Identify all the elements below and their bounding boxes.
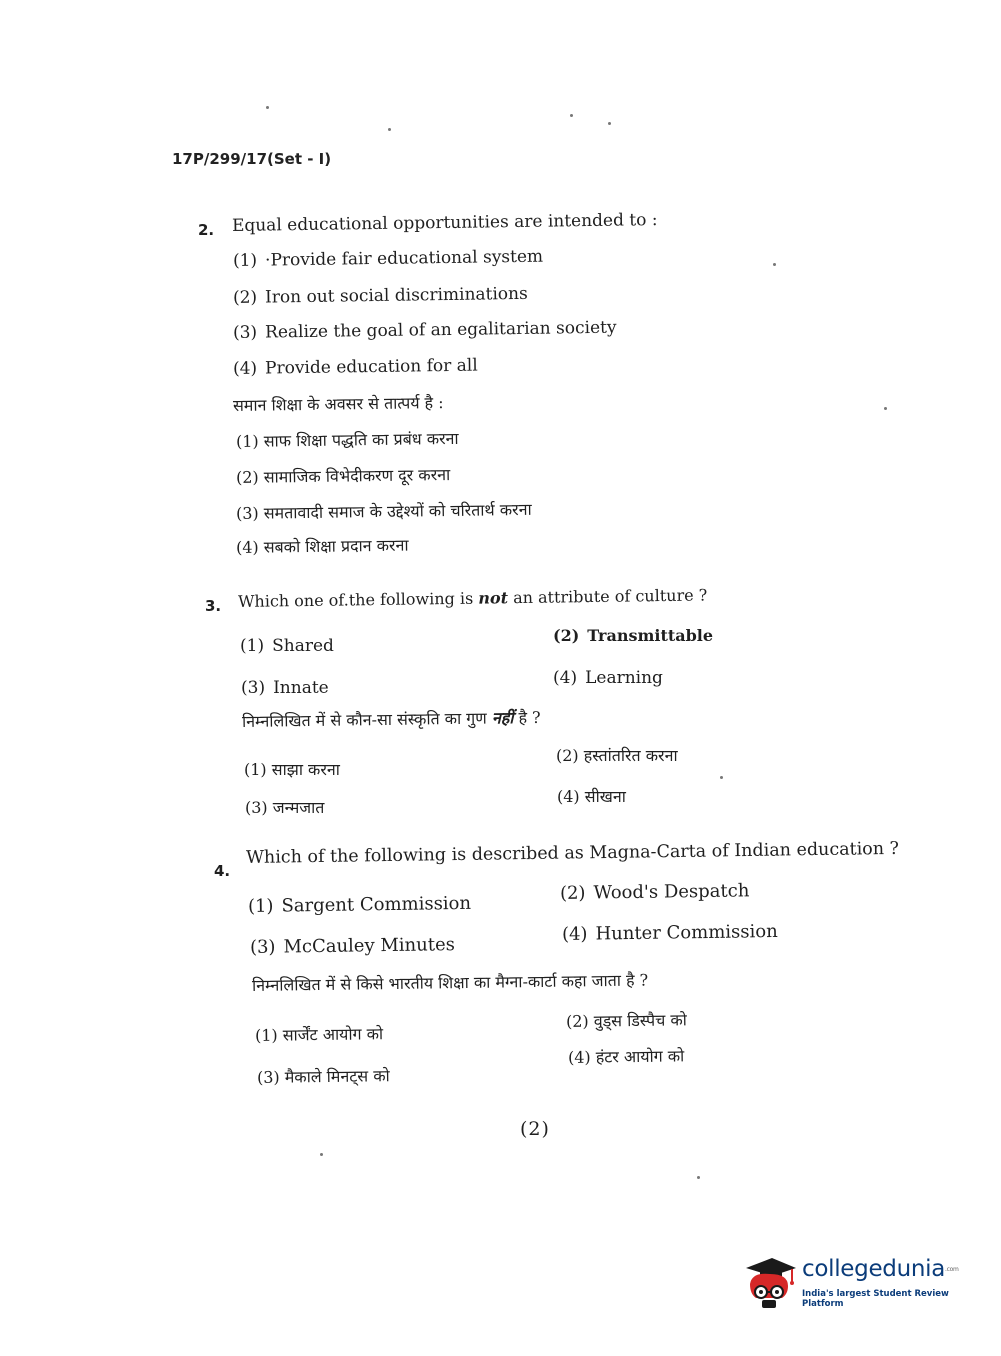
question-text-hi: [242, 706, 541, 732]
option-text: मैकाले मिनट्स को: [284, 1066, 390, 1087]
scan-speck: [773, 263, 776, 266]
option-number: (1): [232, 250, 258, 271]
question-text-en: Equal educational opportunities are intended to :: [231, 210, 658, 236]
scan-speck: [608, 122, 611, 125]
option-text: Learning: [585, 668, 663, 688]
option-text: जन्मजात: [272, 798, 325, 817]
option-number: (4): [232, 358, 258, 379]
option-number: (1): [247, 895, 274, 917]
logo-suffix: .com: [945, 1266, 959, 1273]
mascot-icon: [742, 1254, 796, 1310]
option-number: (3): [256, 1067, 280, 1087]
option-hi: [236, 463, 451, 488]
scan-speck: [720, 776, 723, 779]
option-number: (2): [556, 746, 579, 765]
option-number: (1): [240, 636, 265, 656]
option-en: [233, 247, 543, 271]
option-text: वुड्स डिस्पैच को: [593, 1010, 687, 1031]
option-text: Realize the goal of an egalitarian society: [264, 317, 617, 343]
option-number: (4): [553, 668, 578, 688]
question-text-part: निम्नलिखित में से कौन-सा संस्कृति का गुण: [241, 708, 487, 731]
paper-code: 17P/299/17(Set - I): [172, 150, 332, 168]
option-hi: [236, 534, 409, 558]
option-text: सबको शिक्षा प्रदान करना: [263, 535, 409, 557]
option-number: (3): [235, 503, 259, 523]
option-number: (2): [565, 1011, 589, 1031]
option-text: Iron out social discriminations: [264, 283, 528, 308]
option-text: साझा करना: [271, 760, 340, 779]
option-en: [233, 356, 478, 379]
question-emphasis: not: [478, 588, 509, 608]
option-text: हंटर आयोग को: [595, 1046, 685, 1067]
option-number: (4): [567, 1047, 591, 1067]
question-text-en: [238, 585, 708, 611]
option-hi: [568, 1044, 685, 1068]
scan-speck: [320, 1153, 323, 1156]
question-text-hi: समान शिक्षा के अवसर से तात्पर्य है :: [232, 393, 444, 415]
option-en: [248, 893, 471, 917]
option-en: [562, 921, 778, 945]
question-text-part: है ?: [518, 707, 541, 728]
question-number: 3.: [205, 597, 222, 615]
option-hi: [255, 1022, 383, 1046]
option-en: [250, 934, 455, 958]
option-text: Shared: [272, 636, 334, 656]
scan-speck: [697, 1176, 700, 1179]
option-text: Sargent Commission: [281, 892, 472, 917]
option-number: (2): [559, 882, 586, 904]
option-en: [233, 318, 617, 343]
option-text: Innate: [273, 678, 329, 698]
option-number: (3): [249, 936, 276, 958]
option-number: (1): [254, 1025, 278, 1045]
option-hi: [556, 744, 678, 766]
collegedunia-logo[interactable]: [742, 1250, 972, 1314]
option-hi: [557, 785, 626, 807]
logo-tagline: India's largest Student Review Platform: [802, 1289, 949, 1309]
option-hi: [566, 1008, 687, 1032]
option-number: (3): [232, 322, 258, 343]
option-en: [233, 284, 528, 308]
question-text-part: an attribute of culture ?: [512, 585, 708, 608]
option-text: सीखना: [584, 787, 626, 806]
option-text: Provide education for all: [264, 355, 478, 379]
option-text: सार्जेंट आयोग को: [282, 1024, 384, 1045]
option-number: (4): [235, 537, 259, 557]
option-text: Wood's Despatch: [593, 880, 750, 904]
scan-speck: [266, 106, 269, 109]
option-text: McCauley Minutes: [283, 934, 456, 958]
scan-speck: [884, 407, 887, 410]
option-text: सामाजिक विभेदीकरण दूर करना: [263, 465, 451, 487]
question-emphasis: नहीं: [491, 708, 514, 728]
option-en: [241, 678, 329, 698]
option-text: Transmittable: [587, 626, 714, 645]
scan-speck: [570, 114, 573, 117]
option-number: (1): [244, 760, 267, 779]
option-en: [553, 668, 663, 688]
logo-brand: collegedunia: [802, 1256, 946, 1282]
option-text: साफ शिक्षा पद्धति का प्रबंध करना: [263, 428, 459, 451]
option-en: [560, 880, 750, 904]
option-hi: [236, 427, 459, 452]
question-text-en: Which of the following is described as Magna-Carta of Indian education ?: [245, 838, 900, 868]
option-hi: [236, 498, 532, 524]
option-text: हस्तांतरित करना: [583, 746, 678, 765]
option-hi: [244, 758, 340, 780]
option-text: ·Provide fair educational system: [264, 246, 544, 271]
option-en: [553, 626, 713, 645]
option-number: (4): [561, 923, 588, 945]
question-text-part: Which one of.the following is: [237, 588, 474, 611]
option-number: (2): [553, 626, 580, 645]
question-number: 2.: [198, 221, 215, 239]
question-number: 4.: [214, 862, 231, 880]
option-hi: [245, 796, 324, 818]
logo-wordmark: [802, 1256, 959, 1282]
option-hi: [257, 1064, 390, 1088]
option-number: (3): [245, 798, 268, 817]
option-en: [240, 636, 334, 656]
option-text: समतावादी समाज के उद्देश्यों को चरितार्थ करना: [263, 499, 532, 523]
page-number: (2): [520, 1118, 550, 1140]
option-number: (3): [241, 678, 266, 698]
scan-speck: [388, 128, 391, 131]
option-number: (1): [235, 431, 259, 451]
question-text-hi: निम्नलिखित में से किसे भारतीय शिक्षा का मैग्ना-कार्टा कहा जाता है ?: [251, 970, 649, 995]
option-text: Hunter Commission: [595, 920, 778, 945]
option-number: (2): [235, 467, 259, 487]
option-number: (4): [557, 787, 580, 806]
option-number: (2): [232, 287, 258, 308]
